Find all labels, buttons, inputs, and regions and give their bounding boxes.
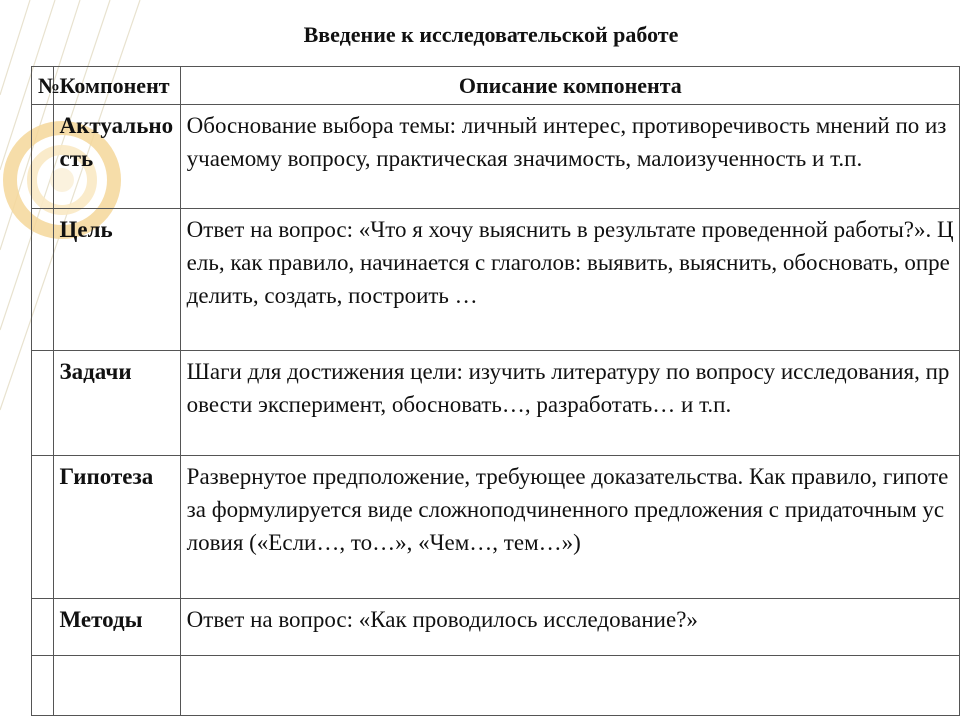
- header-num: №: [32, 67, 54, 105]
- row-num: [32, 656, 54, 716]
- components-table: [31, 66, 960, 716]
- row-component: [53, 656, 180, 716]
- row-component: Методы: [53, 599, 180, 656]
- page-title: Введение к исследовательской работе: [303, 22, 679, 47]
- row-description: [180, 656, 959, 716]
- table-row: [32, 456, 960, 599]
- row-component: Задачи: [53, 351, 180, 456]
- row-description: Обоснование выбора темы: личный интерес, противоречивость мнений по изучаемому вопросу, практическая значимость, малоизученность и т.п.: [180, 105, 959, 209]
- table-row: [32, 105, 960, 209]
- row-num: [32, 209, 54, 351]
- table-row: [32, 351, 960, 456]
- row-num: [32, 456, 54, 599]
- row-component: Актуальность: [53, 105, 180, 209]
- table-row: [32, 599, 960, 656]
- row-description: Развернутое предположение, требующее доказательства. Как правило, гипотеза формулируется виде сложноподчиненного предложения с придаточным условия («Если…, то…», «Чем…, тем…»): [180, 456, 959, 599]
- row-num: [32, 351, 54, 456]
- header-description: Описание компонента: [180, 67, 959, 105]
- row-description: Ответ на вопрос: «Как проводилось исследование?»: [180, 599, 959, 656]
- table-row: [32, 209, 960, 351]
- table-header-row: [32, 67, 960, 105]
- header-component: Компонент: [53, 67, 180, 105]
- row-num: [32, 105, 54, 209]
- row-description: Ответ на вопрос: «Что я хочу выяснить в результате проведенной работы?». Цель, как правило, начинается с глаголов: выявить, выяснить, обосновать, определить, создать, построить …: [180, 209, 959, 351]
- table-row: [32, 656, 960, 716]
- row-num: [32, 599, 54, 656]
- row-component: Гипотеза: [53, 456, 180, 599]
- row-component: Цель: [53, 209, 180, 351]
- row-description: Шаги для достижения цели: изучить литературу по вопросу исследования, провести эксперимент, обосновать…, разработать… и т.п.: [180, 351, 959, 456]
